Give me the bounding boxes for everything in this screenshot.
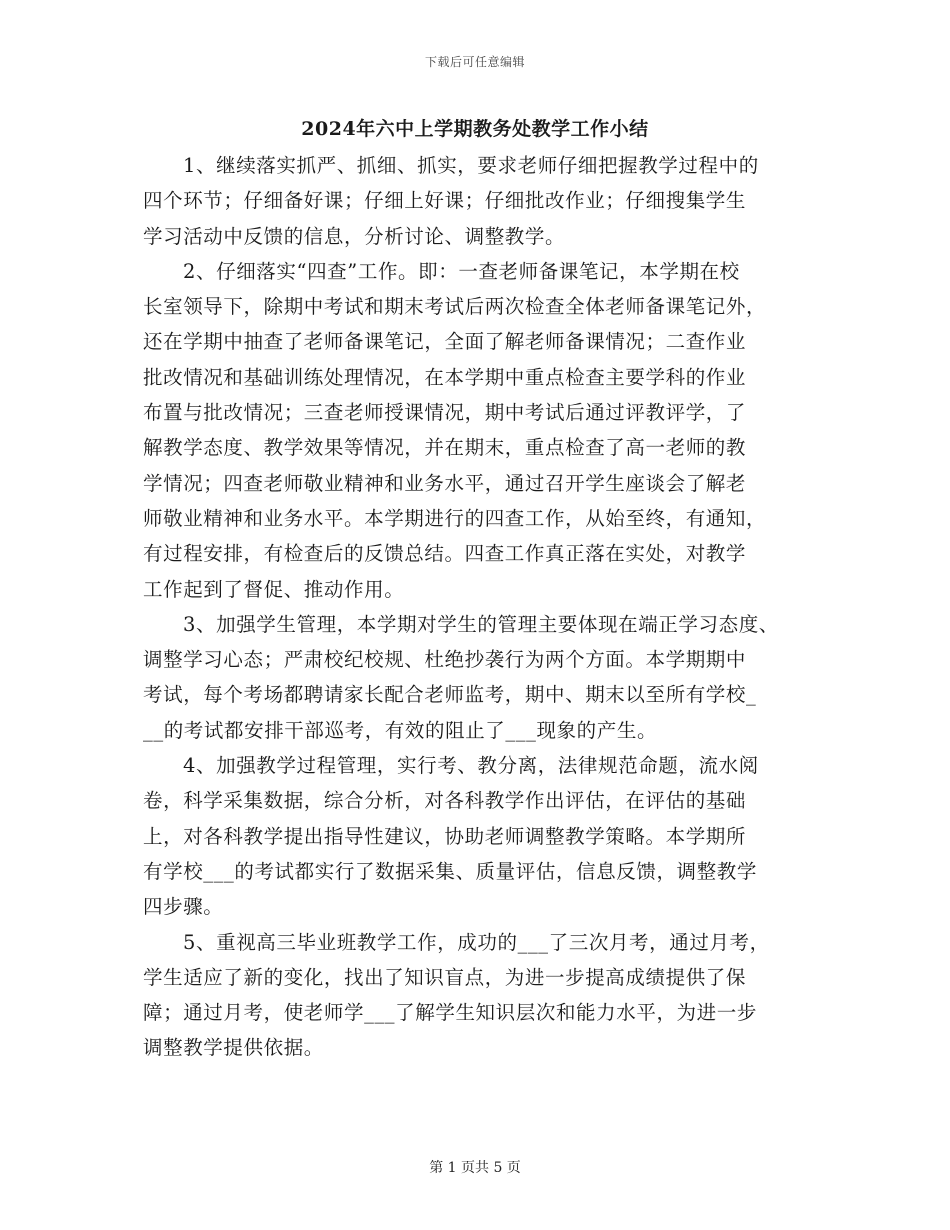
paragraph-line: 3、加强学生管理，本学期对学生的管理主要体现在端正学习态度、	[183, 612, 779, 636]
paragraph-line: 学情况；四查老师敬业精神和业务水平，通过召开学生座谈会了解老	[143, 471, 747, 495]
paragraph-line: 2、仔细落实“四查”工作。即：一查老师备课笔记，本学期在校	[183, 259, 740, 283]
paragraph-line: 调整学习心态；严肃校纪校规、杜绝抄袭行为两个方面。本学期期中	[143, 648, 747, 672]
paragraph-line: 调整教学提供依据。	[143, 1036, 324, 1060]
paragraph-line: 上，对各科教学提出指导性建议，协助老师调整教学策略。本学期所	[143, 824, 747, 848]
paragraph-line: 有过程安排，有检查后的反馈总结。四查工作真正落在实处，对教学	[143, 542, 747, 566]
paragraph-line: __的考试都安排干部巡考，有效的阻止了___现象的产生。	[143, 718, 658, 742]
paragraph-line: 还在学期中抽查了老师备课笔记，全面了解老师备课情况；二查作业	[143, 330, 747, 354]
document-body	[143, 148, 823, 1066]
paragraph-line: 解教学态度、教学效果等情况，并在期末，重点检查了高一老师的教	[143, 436, 747, 460]
paragraph-line: 批改情况和基础训练处理情况，在本学期中重点检查主要学科的作业	[143, 365, 747, 389]
paragraph-line: 障；通过月考，使老师学___了解学生知识层次和能力水平，为进一步	[143, 1001, 757, 1025]
paragraph-line: 卷，科学采集数据，综合分析，对各科教学作出评估，在评估的基础	[143, 789, 747, 813]
paragraph-line: 考试，每个考场都聘请家长配合老师监考，期中、期末以至所有学校_	[143, 683, 757, 707]
paragraph-line: 4、加强教学过程管理，实行考、教分离，法律规范命题，流水阅	[183, 754, 759, 778]
paragraph-line: 布置与批改情况；三查老师授课情况，期中考试后通过评教评学，了	[143, 401, 747, 425]
paragraph-line: 1、继续落实抓严、抓细、抓实，要求老师仔细把握教学过程中的	[183, 154, 759, 177]
paragraph-line: 5、重视高三毕业班教学工作，成功的___了三次月考，通过月考，	[183, 930, 770, 954]
paragraph-line: 四个环节；仔细备好课；仔细上好课；仔细批改作业；仔细搜集学生	[143, 189, 747, 213]
page-footer: 第 1 页共 5 页	[429, 1160, 521, 1176]
header-note: 下载后可任意编辑	[424, 55, 525, 69]
paragraph-line: 学习活动中反馈的信息，分析讨论、调整教学。	[143, 224, 566, 248]
paragraph-line: 有学校___的考试都实行了数据采集、质量评估，信息反馈，调整教学	[143, 859, 757, 883]
paragraph-line: 学生适应了新的变化，找出了知识盲点，为进一步提高成绩提供了保	[143, 965, 747, 989]
page-title: 2024年六中上学期教务处教学工作小结	[301, 118, 649, 140]
paragraph-line: 长室领导下，除期中考试和期末考试后两次检查全体老师备课笔记外，	[143, 295, 767, 319]
paragraph-line: 师敬业精神和业务水平。本学期进行的四查工作，从始至终，有通知，	[143, 506, 767, 530]
paragraph-line: 四步骤。	[143, 895, 224, 919]
paragraph-line: 工作起到了督促、推动作用。	[143, 577, 405, 601]
